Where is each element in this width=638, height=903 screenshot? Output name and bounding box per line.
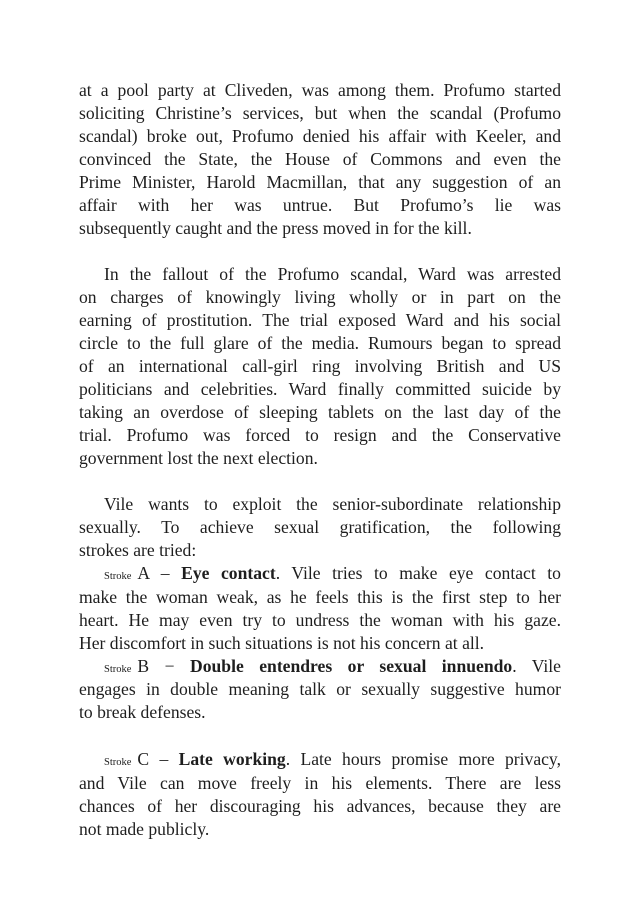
text-line: subsequently caught and the press moved in for the kill. [79,218,472,238]
text-line: chances of her discouraging his advances, because they are [79,796,561,816]
text-line: affair with her was untrue. But Profumo’s lie was [79,195,561,215]
stroke-label: Stroke [104,664,132,675]
text-line: and Vile can move freely in his elements. There are less [79,773,561,793]
text-line: of an international call-girl ring involving British and US [79,356,561,376]
text-line: engages in double meaning talk or sexually suggestive humor [79,679,561,699]
stroke-a-line [104,562,561,584]
stroke-heading: Late working [178,749,286,769]
text-line: Prime Minister, Harold Macmillan, that any suggestion of an [79,172,561,192]
text-line: soliciting Christine’s services, but when the scandal (Profumo [79,103,561,123]
text-line: make the woman weak, as he feels this is the first step to her [79,587,561,607]
stroke-b-line [104,655,561,677]
text-line: at a pool party at Cliveden, was among them. Profumo started [79,80,561,100]
text-line: circle to the full glare of the media. Rumours began to spread [79,333,561,353]
stroke-letter: C – [137,749,179,769]
text-line: scandal) broke out, Profumo denied his affair with Keeler, and [79,126,561,146]
text-line: to break defenses. [79,702,206,722]
text-line: earning of prostitution. The trial exposed Ward and his social [79,310,561,330]
text-line: trial. Profumo was forced to resign and the Conservative [79,425,561,445]
stroke-text: . Late hours promise more privacy, [285,749,561,769]
text-line: sexually. To achieve sexual gratification, the following [79,517,561,537]
stroke-label: Stroke [104,757,132,768]
stroke-c-line [104,748,561,770]
text-line: on charges of knowingly living wholly or in part on the [79,287,561,307]
text-line: taking an overdose of sleeping tablets on the last day of the [79,402,561,422]
text-line: politicians and celebrities. Ward finally committed suicide by [79,379,561,399]
text-line: convinced the State, the House of Commons and even the [79,149,561,169]
stroke-label: Stroke [104,571,132,582]
stroke-heading: Eye contact [181,563,276,583]
stroke-text: . Vile [512,656,561,676]
text-line: heart. He may even try to undress the woman with his gaze. [79,610,561,630]
text-line: In the fallout of the Profumo scandal, Ward was arrested [104,264,561,284]
text-line: not made publicly. [79,819,210,839]
stroke-heading: Double entendres or sexual innuendo [190,656,513,676]
text-line: strokes are tried: [79,540,197,560]
text-line: Her discomfort in such situations is not his concern at all. [79,633,485,653]
stroke-letter: A – [137,563,182,583]
text-line: government lost the next election. [79,448,318,468]
stroke-text: . Vile tries to make eye contact to [275,563,561,583]
stroke-letter: B − [137,656,190,676]
text-line: Vile wants to exploit the senior-subordinate relationship [104,494,561,514]
